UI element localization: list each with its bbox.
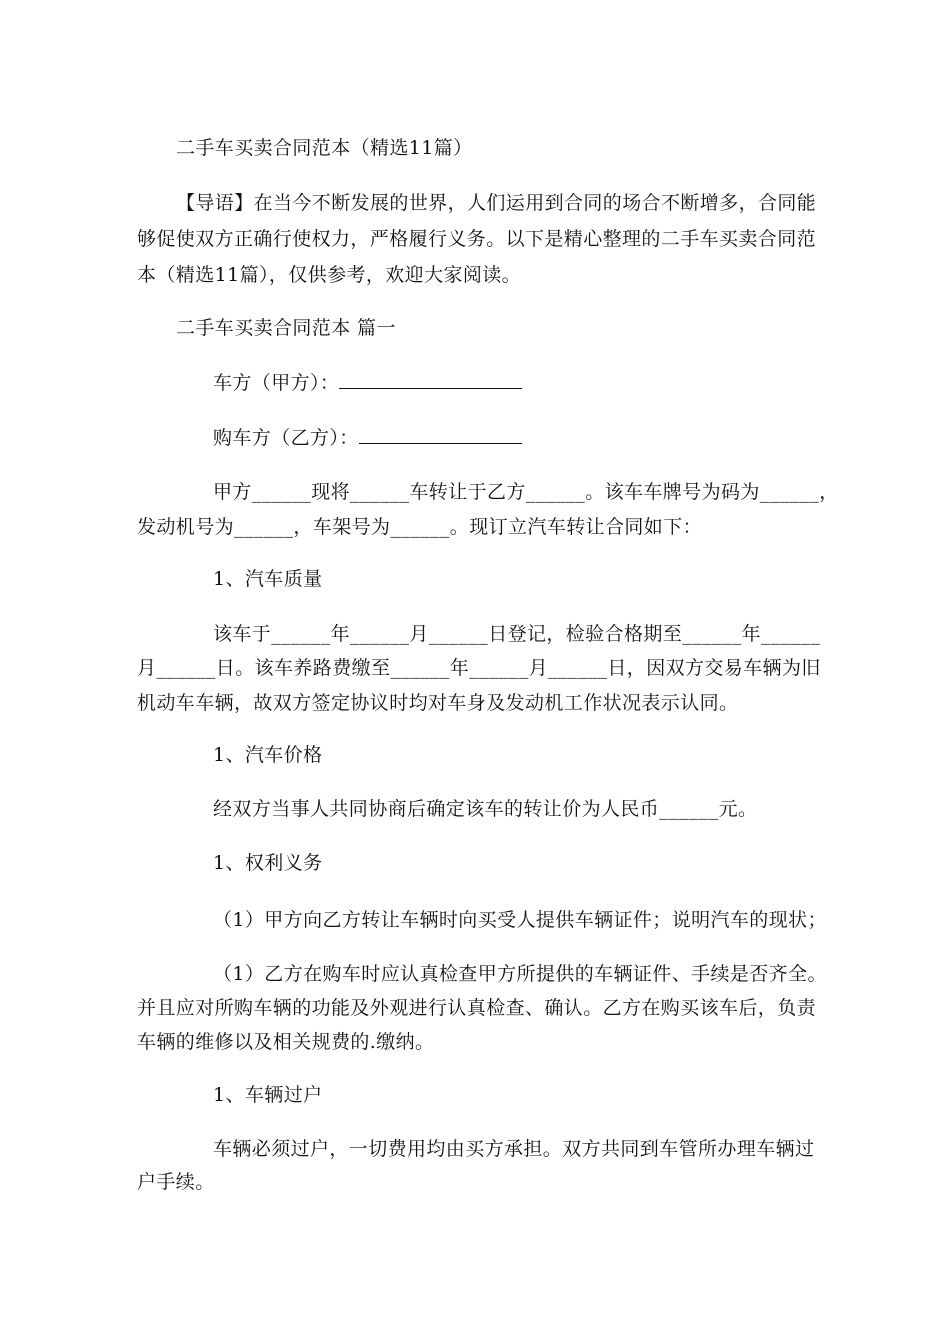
document-title: 二手车买卖合同范本（精选11篇）: [176, 137, 473, 159]
buyer-field: [213, 425, 522, 450]
transfer-final-line-1: 车辆必须过户，一切费用均由买方承担。双方共同到车管所办理车辆过: [213, 1138, 815, 1160]
intro-line-3: 本（精选11篇），仅供参考，欢迎大家阅读。: [137, 264, 522, 286]
transfer-line-1: 甲方______现将______车转让于乙方______。该车车牌号为码为______，: [213, 481, 839, 503]
transfer-final-line-2: 户手续。: [137, 1171, 215, 1193]
seller-blank: [339, 370, 522, 389]
buyer-blank: [359, 425, 522, 444]
quality-line-3: 机动车车辆，故双方签定协议时均对车身及发动机工作状况表示认同。: [137, 692, 739, 714]
heading-price: 1、汽车价格: [213, 744, 323, 766]
section-title: 二手车买卖合同范本 篇一: [176, 317, 396, 339]
seller-field: [213, 370, 522, 395]
transfer-line-2: 发动机号为______，车架号为______。现订立汽车转让合同如下：: [137, 516, 703, 538]
quality-line-1: 该车于______年______月______日登记，检验合格期至______年______: [213, 623, 821, 645]
rights-para-1: （1）甲方向乙方转让车辆时向买受人提供车辆证件；说明汽车的现状；: [213, 909, 827, 931]
intro-line-1: 【导语】在当今不断发展的世界，人们运用到合同的场合不断增多，合同能: [176, 192, 817, 214]
intro-line-2: 够促使双方正确行使权力，严格履行义务。以下是精心整理的二手车买卖合同范: [137, 228, 817, 250]
rights-para-2-line-3: 车辆的维修以及相关规费的.缴纳。: [137, 1031, 435, 1053]
heading-transfer: 1、车辆过户: [213, 1084, 323, 1106]
heading-quality: 1、汽车质量: [213, 568, 323, 590]
buyer-label: 购车方（乙方）：: [213, 427, 359, 449]
seller-label: 车方（甲方）：: [213, 372, 340, 394]
rights-para-2-line-1: （1）乙方在购车时应认真检查甲方所提供的车辆证件、手续是否齐全。: [213, 963, 827, 985]
heading-rights: 1、权利义务: [213, 852, 323, 874]
quality-line-2: 月______日。该车养路费缴至______年______月______日，因双方交易车辆为旧: [137, 657, 821, 679]
rights-para-2-line-2: 并且应对所购车辆的功能及外观进行认真检查、确认。乙方在购买该车后，负责: [137, 997, 817, 1019]
price-line: 经双方当事人共同协商后确定该车的转让价为人民币______元。: [213, 798, 758, 820]
